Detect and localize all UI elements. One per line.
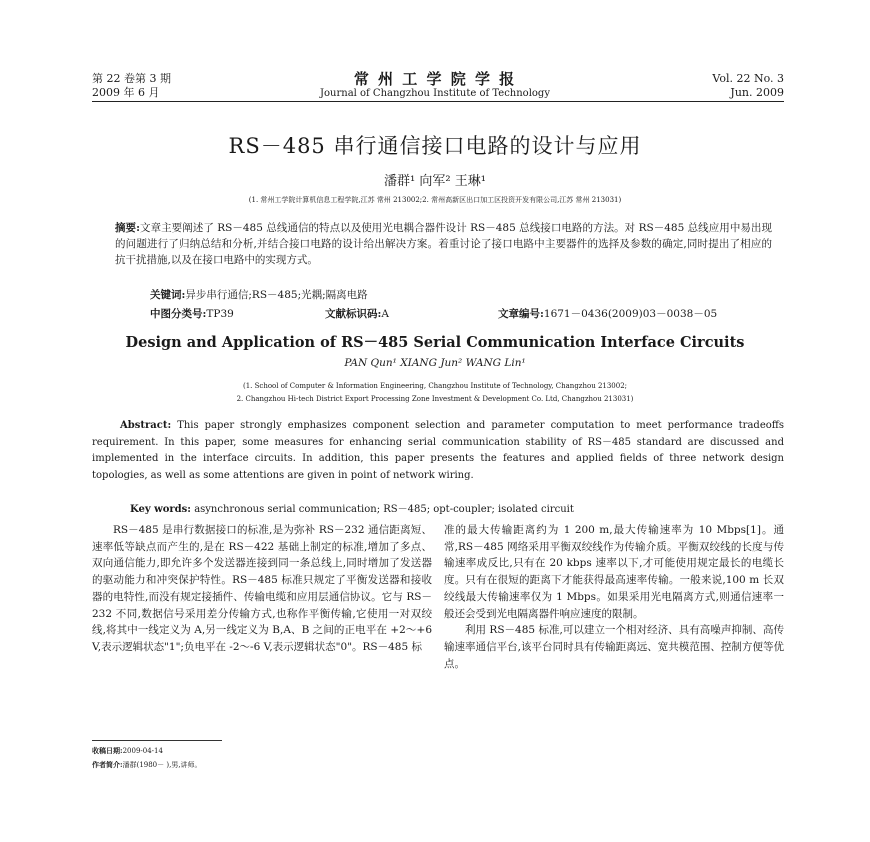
footnote-rule [92,740,222,741]
journal-title-cn: 常 州 工 学 院 学 报 [353,70,517,88]
affiliation-cn: (1. 常州工学院计算机信息工程学院,江苏 常州 213002;2. 常州高新区出口加工区投资开发有限公司,江苏 常州 213031) [248,196,622,204]
title-en: Design and Application of RS－485 Serial Communication Interface Circuits [125,334,745,351]
keywords-cn-text: 异步串行通信;RS－485;光耦;隔离电路 [185,289,368,301]
date-cn: 2009 年 6 月 [92,86,160,99]
affiliation-en-2: 2. Changzhou Hi-tech District Export Processing Zone Investment & Development Co. Ltd, Changzhou 213031) [236,395,634,403]
document-code: 文献标识码:A [325,308,389,320]
keywords-en [130,500,574,515]
title-cn: RS－485 串行通信接口电路的设计与应用 [228,134,642,158]
body-paragraph: RS－485 是串行数据接口的标准,是为弥补 RS－232 通信距离短、速率低等缺点而产生的,是在 RS－422 基础上制定的标准,增加了多点、双向通信能力,即允许多个发送器连接到同一条总线上,同时增加了发送器的驱动能力和冲突保护特性。RS－485 标准只规定了平衡发送器和接收器的电特性,而没有规定接插件、传输电缆和应用层通信协议。它与 RS－232 不同,数据信号采用差分传输方式,也称作平衡传输,它使用一对双绞线,将其中一线定义为 A,另一线定义为 B,A、B 之间的正电平在 +2～+6 V,表示逻辑状态"1";负电平在 -2～-6 V,表示逻辑状态"0"。RS－485 标 [92,524,432,653]
abstract-en-label: Abstract: [120,420,172,431]
volume-issue-cn: 第 22 卷第 3 期 [92,72,171,85]
keywords-cn [150,287,368,302]
header-rule [92,101,784,102]
body-paragraph: 利用 RS－485 标准,可以建立一个相对经济、具有高噪声抑制、高传输速率通信平台,该平台同时具有传输距离远、宽共模范围、控制方便等优点。 [444,624,784,670]
keywords-en-label: Key words: [130,504,191,515]
body-column-left [92,522,432,656]
authors-en: PAN Qun¹ XIANG Jun² WANG Lin¹ [344,357,526,369]
abstract-en-text: This paper strongly emphasizes component selection and parameter computation to meet performance tradeoffs requirement. In this paper, some measures for enhancing serial communication stability of RS－485 standard are discussed and implemented in the interface circuits. In addition, this paper presents the features and applied fields of three network design topologies, as well as some attentions are given in point of network wiring. [92,420,784,481]
abstract-cn-label: 摘要: [115,222,140,234]
volume-issue-en: Vol. 22 No. 3 [712,72,784,85]
abstract-cn-text: 文章主要阐述了 RS－485 总线通信的特点以及使用光电耦合器件设计 RS－485 总线接口电路的方法。对 RS－485 总线应用中易出现的问题进行了归纳总结和分析,并结合接口电路的设计给出解决方案。着重讨论了接口电路中主要器件的选择及参数的确定,同时提出了相应的抗干扰措施,以及在接口电路中的实现方式。 [115,222,772,266]
footnote-received: 收稿日期:2009-04-14 [92,746,163,755]
clc-number: 中图分类号:TP39 [150,308,234,320]
date-en: Jun. 2009 [730,86,784,99]
keywords-cn-label: 关键词: [150,289,186,301]
journal-title-en: Journal of Changzhou Institute of Technology [320,88,550,99]
authors-cn: 潘群¹ 向军² 王琳¹ [384,174,486,189]
body-paragraph: 准的最大传输距离约为 1 200 m,最大传输速率为 10 Mbps[1]。通常,RS－485 网络采用平衡双绞线作为传输介质。平衡双绞线的长度与传输速率成反比,只有在 20 kbps 速率以下,才可能使用规定最长的电缆长度。只有在很短的距离下才能获得最高速率传输。一般来说,100 m 长双绞线最大传输速率仅为 1 Mbps。如果采用光电隔离方式,则通信速率一般还会受到光电隔离器件响应速度的限制。 [444,524,784,620]
abstract-en [92,418,784,484]
keywords-en-text: asynchronous serial communication; RS－485; opt-coupler; isolated circuit [194,504,574,515]
footnote-author: 作者简介:潘群(1980－ ),男,讲师。 [92,760,202,769]
abstract-cn [115,220,772,268]
affiliation-en-1: (1. School of Computer & Information Engineering, Changzhou Institute of Technology, Changzhou 213002; [242,382,628,390]
body-column-right [444,522,784,672]
article-number: 文章编号:1671－0436(2009)03－0038－05 [498,308,718,320]
